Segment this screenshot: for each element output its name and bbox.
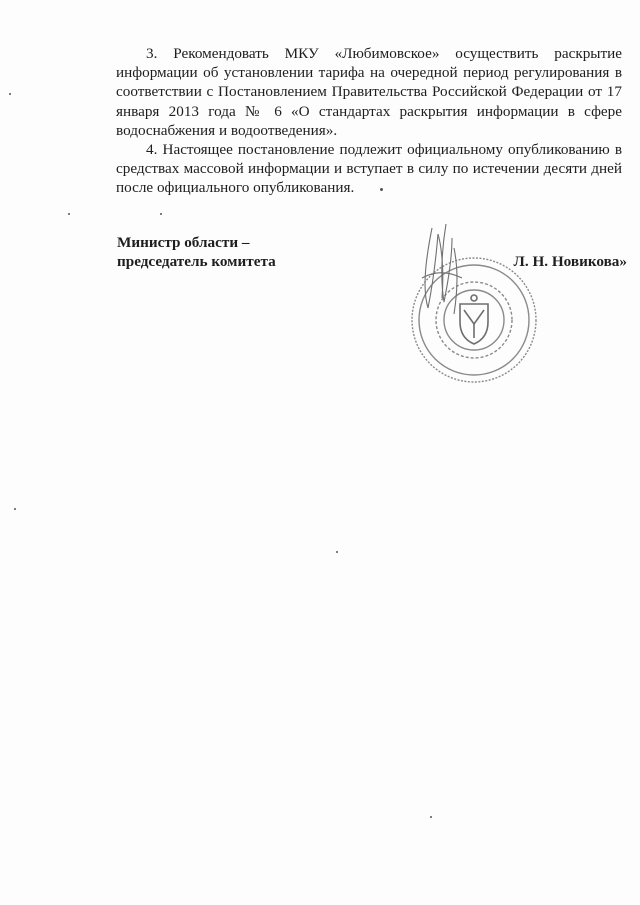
paragraph-4 xyxy=(116,140,622,198)
scan-speck xyxy=(430,816,432,818)
scan-speck xyxy=(160,213,162,215)
paragraph-3 xyxy=(116,44,622,140)
document-body xyxy=(116,44,622,198)
scan-speck xyxy=(68,213,70,215)
paragraph-3-number: 3. xyxy=(146,45,158,62)
paragraph-3-text: Рекомендовать МКУ «Любимовское» осуществить раскрытие информации об установлении тарифа на очередной период регулирования в соответствии с Постановлением Правительства Российской Федерации от 17 января 2013 года № 6 «О стандартах раскрытия информации в сфере водоснабжения и водоотведения». xyxy=(116,45,622,139)
paragraph-4-text: Настоящее постановление подлежит официальному опубликованию в средствах массовой информации и вступает в силу по истечении десяти дней после официального опубликования. xyxy=(116,141,622,197)
signatory-title-line2: председатель комитета xyxy=(117,253,276,270)
scan-speck xyxy=(380,188,383,191)
scan-speck xyxy=(14,508,16,510)
scan-speck xyxy=(336,551,338,553)
scan-speck xyxy=(9,93,11,95)
paragraph-4-number: 4. xyxy=(146,141,158,159)
signatory-name: Л. Н. Новикова» xyxy=(513,253,627,270)
signature-block xyxy=(117,233,627,271)
signatory-title-line1: Министр области – xyxy=(117,234,250,251)
